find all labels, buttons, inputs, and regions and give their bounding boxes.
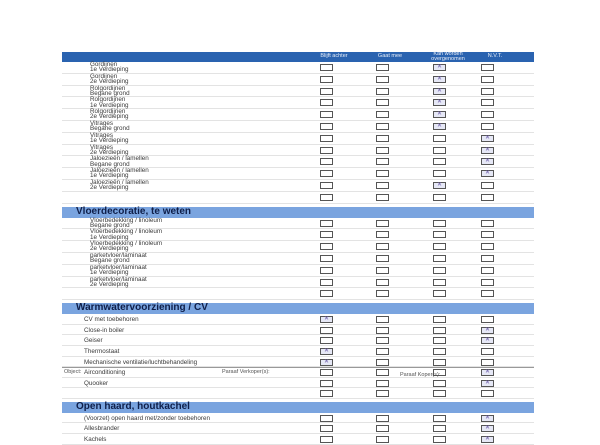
item-location: 2e Verdieping — [90, 184, 129, 192]
checkbox-blijft-achter[interactable] — [320, 158, 333, 165]
checkbox-nvt[interactable] — [481, 243, 494, 250]
checkbox-gaat-mee[interactable] — [376, 99, 389, 106]
checkbox-nvt[interactable] — [481, 369, 494, 376]
item-name: Thermostaat — [84, 347, 120, 355]
checkbox-kan-worden-overgenomen[interactable] — [433, 147, 446, 154]
checkbox-kan-worden-overgenomen[interactable] — [433, 390, 446, 397]
checkbox-gaat-mee[interactable] — [376, 88, 389, 95]
section-title: Warmwatervoorziening / CV — [76, 302, 208, 314]
table-row — [62, 388, 534, 399]
table-row — [62, 335, 534, 346]
item-name: parketvloer/laminaat — [90, 275, 147, 283]
item-name: Jaloezieën / lamellen — [90, 155, 149, 163]
checkbox-blijft-achter[interactable] — [320, 135, 333, 142]
table-row — [62, 97, 534, 109]
table-row — [62, 265, 534, 277]
checkbox-gaat-mee[interactable] — [376, 76, 389, 83]
checkbox-gaat-mee[interactable] — [376, 415, 389, 422]
checkbox-nvt[interactable] — [481, 255, 494, 262]
column-gaat-mee: Gaat mee — [377, 53, 403, 59]
checkbox-kan-worden-overgenomen[interactable] — [433, 290, 446, 297]
row-label — [84, 425, 119, 432]
checkbox-gaat-mee[interactable] — [376, 243, 389, 250]
section-header — [62, 207, 534, 218]
checkbox-kan-worden-overgenomen[interactable] — [433, 231, 446, 238]
checkbox-kan-worden-overgenomen[interactable] — [433, 316, 446, 323]
checkbox-gaat-mee[interactable] — [376, 279, 389, 286]
item-name: (Voorzet) open haard met/zonder toebehoren — [84, 414, 211, 422]
checklist-form — [62, 52, 534, 445]
checkbox-gaat-mee[interactable] — [376, 111, 389, 118]
checkbox-blijft-achter[interactable] — [320, 425, 333, 432]
checkbox-kan-worden-overgenomen[interactable] — [433, 158, 446, 165]
table-row — [62, 367, 534, 378]
table-row — [62, 378, 534, 389]
checkbox-blijft-achter[interactable] — [320, 337, 333, 344]
row-label — [90, 180, 149, 191]
table-row — [62, 121, 534, 133]
checkbox-kan-worden-overgenomen[interactable] — [433, 76, 446, 83]
checkbox-kan-worden-overgenomen[interactable] — [433, 327, 446, 334]
item-name: Allesbrander — [84, 425, 120, 433]
table-row — [62, 314, 534, 325]
checkbox-gaat-mee[interactable] — [376, 182, 389, 189]
checkbox-nvt[interactable] — [481, 348, 494, 355]
checkbox-blijft-achter[interactable] — [320, 290, 333, 297]
checkbox-blijft-achter[interactable] — [320, 220, 333, 227]
checkbox-kan-worden-overgenomen[interactable] — [433, 255, 446, 262]
item-location: Begane grond — [90, 221, 130, 229]
table-row — [62, 133, 534, 145]
checkbox-blijft-achter[interactable] — [320, 327, 333, 334]
checkbox-kan-worden-overgenomen[interactable] — [433, 88, 446, 95]
row-label — [90, 74, 129, 85]
checkbox-kan-worden-overgenomen[interactable] — [433, 182, 446, 189]
checkbox-kan-worden-overgenomen[interactable] — [433, 64, 446, 71]
checkbox-kan-worden-overgenomen[interactable] — [433, 111, 446, 118]
checkbox-blijft-achter[interactable] — [320, 123, 333, 130]
checkbox-nvt[interactable] — [481, 267, 494, 274]
row-label — [90, 241, 162, 252]
checkbox-blijft-achter[interactable] — [320, 380, 333, 387]
row-label — [84, 337, 103, 344]
item-name: parketvloer/laminaat — [90, 263, 147, 271]
table-row — [62, 74, 534, 86]
table-row — [62, 86, 534, 98]
item-name: Vitrages — [90, 131, 113, 139]
object-label: Object: — [64, 369, 82, 375]
item-name: Jaloezieën / lamellen — [90, 167, 149, 175]
item-name: Vitrages — [90, 119, 113, 127]
checkbox-nvt[interactable] — [481, 279, 494, 286]
item-location: 1e Verdieping — [90, 233, 129, 241]
checkbox-nvt[interactable] — [481, 182, 494, 189]
checkbox-kan-worden-overgenomen[interactable] — [433, 267, 446, 274]
column-nvt: N.V.T. — [487, 53, 503, 59]
checkbox-gaat-mee[interactable] — [376, 194, 389, 201]
row-label — [90, 229, 162, 240]
checkbox-gaat-mee[interactable] — [376, 348, 389, 355]
column-kan-worden-overgenomen: Kan worden overgenomen — [431, 51, 465, 62]
checkbox-kan-worden-overgenomen[interactable] — [433, 380, 446, 387]
item-location: 1e Verdieping — [90, 137, 129, 145]
checkbox-nvt[interactable] — [481, 147, 494, 154]
checkbox-nvt[interactable] — [481, 76, 494, 83]
checkbox-nvt[interactable] — [481, 290, 494, 297]
checkbox-blijft-achter[interactable] — [320, 182, 333, 189]
item-location: 1e Verdieping — [90, 172, 129, 180]
item-location: 2e Verdieping — [90, 280, 129, 288]
item-name: Geiser — [84, 337, 103, 345]
item-name: Gordijnen — [90, 61, 118, 68]
buyer-initials-label: Paraaf Koper(s): — [400, 372, 441, 378]
row-label — [90, 265, 147, 276]
checkbox-gaat-mee[interactable] — [376, 158, 389, 165]
checkbox-blijft-achter[interactable] — [320, 255, 333, 262]
item-name: Vloerbedekking / linoleum — [90, 240, 163, 248]
checkbox-nvt[interactable] — [481, 135, 494, 142]
row-label — [90, 145, 129, 156]
checkbox-blijft-achter[interactable] — [320, 231, 333, 238]
checkbox-blijft-achter[interactable] — [320, 64, 333, 71]
item-location: 2e Verdieping — [90, 245, 129, 253]
item-location: Begane grond — [90, 257, 130, 265]
item-name: Vloerbedekking / linoleum — [90, 228, 163, 236]
checkbox-nvt[interactable] — [481, 415, 494, 422]
item-location: Begane grond — [90, 125, 130, 133]
checkbox-nvt[interactable] — [481, 123, 494, 130]
checkbox-blijft-achter[interactable] — [320, 359, 333, 366]
checkbox-gaat-mee[interactable] — [376, 425, 389, 432]
item-location: Begane grond — [90, 89, 130, 97]
checkbox-blijft-achter[interactable] — [320, 147, 333, 154]
row-label — [84, 327, 124, 334]
item-name: parketvloer/laminaat — [90, 251, 147, 259]
checkbox-blijft-achter[interactable] — [320, 194, 333, 201]
row-label — [90, 121, 130, 132]
checkbox-nvt[interactable] — [481, 158, 494, 165]
checkbox-blijft-achter[interactable] — [320, 243, 333, 250]
section-header — [62, 402, 534, 413]
checkbox-gaat-mee[interactable] — [376, 380, 389, 387]
row-label — [84, 380, 108, 387]
checkbox-gaat-mee[interactable] — [376, 359, 389, 366]
item-name: Vloerbedekking / linoleum — [90, 216, 163, 224]
checkbox-gaat-mee[interactable] — [376, 436, 389, 443]
checkbox-gaat-mee[interactable] — [376, 316, 389, 323]
checkbox-nvt[interactable] — [481, 327, 494, 334]
table-row — [62, 192, 534, 204]
checkbox-nvt[interactable] — [481, 436, 494, 443]
row-label — [84, 436, 106, 443]
checkbox-nvt[interactable] — [481, 390, 494, 397]
checkbox-nvt[interactable] — [481, 359, 494, 366]
item-location: 1e Verdieping — [90, 101, 129, 109]
row-label — [90, 109, 129, 120]
checkbox-blijft-achter[interactable] — [320, 267, 333, 274]
table-row — [62, 277, 534, 289]
checkbox-blijft-achter[interactable] — [320, 390, 333, 397]
checkbox-gaat-mee[interactable] — [376, 135, 389, 142]
checkbox-kan-worden-overgenomen[interactable] — [433, 243, 446, 250]
checkbox-nvt[interactable] — [481, 337, 494, 344]
row-label — [90, 97, 129, 108]
checkbox-gaat-mee[interactable] — [376, 64, 389, 71]
checkbox-blijft-achter[interactable] — [320, 279, 333, 286]
checkbox-gaat-mee[interactable] — [376, 337, 389, 344]
checkbox-blijft-achter[interactable] — [320, 99, 333, 106]
checkbox-blijft-achter[interactable] — [320, 76, 333, 83]
item-location: Begane grond — [90, 160, 130, 168]
row-label — [84, 359, 197, 366]
item-location: 2e Verdieping — [90, 148, 129, 156]
row-label — [90, 218, 162, 229]
checkbox-kan-worden-overgenomen[interactable] — [433, 170, 446, 177]
seller-initials-label: Paraaf Verkoper(s): — [222, 369, 270, 375]
item-location: 2e Verdieping — [90, 78, 129, 86]
row-label — [90, 133, 129, 144]
checkbox-kan-worden-overgenomen[interactable] — [433, 425, 446, 432]
checkbox-kan-worden-overgenomen[interactable] — [433, 337, 446, 344]
checkbox-gaat-mee[interactable] — [376, 231, 389, 238]
item-name: Kachels — [84, 436, 107, 444]
item-location: 1e Verdieping — [90, 66, 129, 74]
section-title: Vloerdecoratie, te weten — [76, 205, 192, 217]
checkbox-gaat-mee[interactable] — [376, 220, 389, 227]
section-title: Open haard, houtkachel — [76, 400, 190, 412]
checkbox-nvt[interactable] — [481, 316, 494, 323]
item-location: 2e Verdieping — [90, 113, 129, 121]
checkbox-blijft-achter[interactable] — [320, 436, 333, 443]
checkbox-kan-worden-overgenomen[interactable] — [433, 348, 446, 355]
checkbox-kan-worden-overgenomen[interactable] — [433, 123, 446, 130]
checkbox-gaat-mee[interactable] — [376, 327, 389, 334]
checkbox-kan-worden-overgenomen[interactable] — [433, 436, 446, 443]
item-name: Airconditioning — [84, 369, 126, 377]
column-header-bar — [62, 52, 534, 62]
table-row — [62, 288, 534, 300]
item-location: 1e Verdieping — [90, 269, 129, 277]
checkbox-nvt[interactable] — [481, 99, 494, 106]
checkbox-blijft-achter[interactable] — [320, 415, 333, 422]
checkbox-blijft-achter[interactable] — [320, 88, 333, 95]
checkbox-nvt[interactable] — [481, 220, 494, 227]
row-label — [90, 277, 147, 288]
checkbox-nvt[interactable] — [481, 231, 494, 238]
checkbox-nvt[interactable] — [481, 88, 494, 95]
checkbox-nvt[interactable] — [481, 170, 494, 177]
table-row — [62, 357, 534, 368]
row-label — [90, 62, 129, 73]
table-row — [62, 423, 534, 434]
checkbox-nvt[interactable] — [481, 111, 494, 118]
table-row — [62, 413, 534, 424]
checkbox-gaat-mee[interactable] — [376, 123, 389, 130]
table-row — [62, 180, 534, 192]
item-name: Rolgordijnen — [90, 84, 126, 92]
checkbox-gaat-mee[interactable] — [376, 390, 389, 397]
table-row — [62, 109, 534, 121]
checkbox-kan-worden-overgenomen[interactable] — [433, 135, 446, 142]
checkbox-kan-worden-overgenomen[interactable] — [433, 415, 446, 422]
row-label — [90, 168, 149, 179]
checkbox-kan-worden-overgenomen[interactable] — [433, 279, 446, 286]
checkbox-gaat-mee[interactable] — [376, 267, 389, 274]
row-label — [84, 415, 210, 422]
checkbox-gaat-mee[interactable] — [376, 255, 389, 262]
checkbox-gaat-mee[interactable] — [376, 369, 389, 376]
row-label — [84, 348, 119, 355]
item-name: CV met toebehoren — [84, 316, 139, 324]
table-row — [62, 346, 534, 357]
checkbox-gaat-mee[interactable] — [376, 170, 389, 177]
checkbox-blijft-achter[interactable] — [320, 316, 333, 323]
row-label — [90, 156, 149, 167]
checkbox-blijft-achter[interactable] — [320, 111, 333, 118]
table-row — [62, 253, 534, 265]
checkbox-nvt[interactable] — [481, 380, 494, 387]
checkbox-gaat-mee[interactable] — [376, 147, 389, 154]
row-label — [90, 253, 147, 264]
checkbox-blijft-achter[interactable] — [320, 369, 333, 376]
item-name: Jaloezieën / lamellen — [90, 178, 149, 186]
item-name: Rolgordijnen — [90, 108, 126, 116]
table-row — [62, 62, 534, 74]
checkbox-kan-worden-overgenomen[interactable] — [433, 99, 446, 106]
item-name: Gordijnen — [90, 72, 118, 80]
section-header — [62, 303, 534, 314]
row-label — [84, 316, 139, 323]
row-label — [90, 86, 130, 97]
row-label — [84, 369, 125, 376]
checkbox-kan-worden-overgenomen[interactable] — [433, 220, 446, 227]
item-name: Mechanische ventilatie/luchtbehandeling — [84, 358, 198, 366]
table-row — [62, 434, 534, 445]
item-name: Close-in boiler — [84, 326, 125, 334]
checkbox-blijft-achter[interactable] — [320, 170, 333, 177]
checkbox-kan-worden-overgenomen[interactable] — [433, 194, 446, 201]
item-name: Vitrages — [90, 143, 113, 151]
column-blijft-achter: Blijft achter — [320, 53, 348, 59]
checkbox-blijft-achter[interactable] — [320, 348, 333, 355]
checkbox-kan-worden-overgenomen[interactable] — [433, 359, 446, 366]
checkbox-nvt[interactable] — [481, 64, 494, 71]
item-name: Rolgordijnen — [90, 96, 126, 104]
item-name: Quooker — [84, 379, 109, 387]
checkbox-gaat-mee[interactable] — [376, 290, 389, 297]
checkbox-nvt[interactable] — [481, 194, 494, 201]
checkbox-nvt[interactable] — [481, 425, 494, 432]
table-row — [62, 325, 534, 336]
